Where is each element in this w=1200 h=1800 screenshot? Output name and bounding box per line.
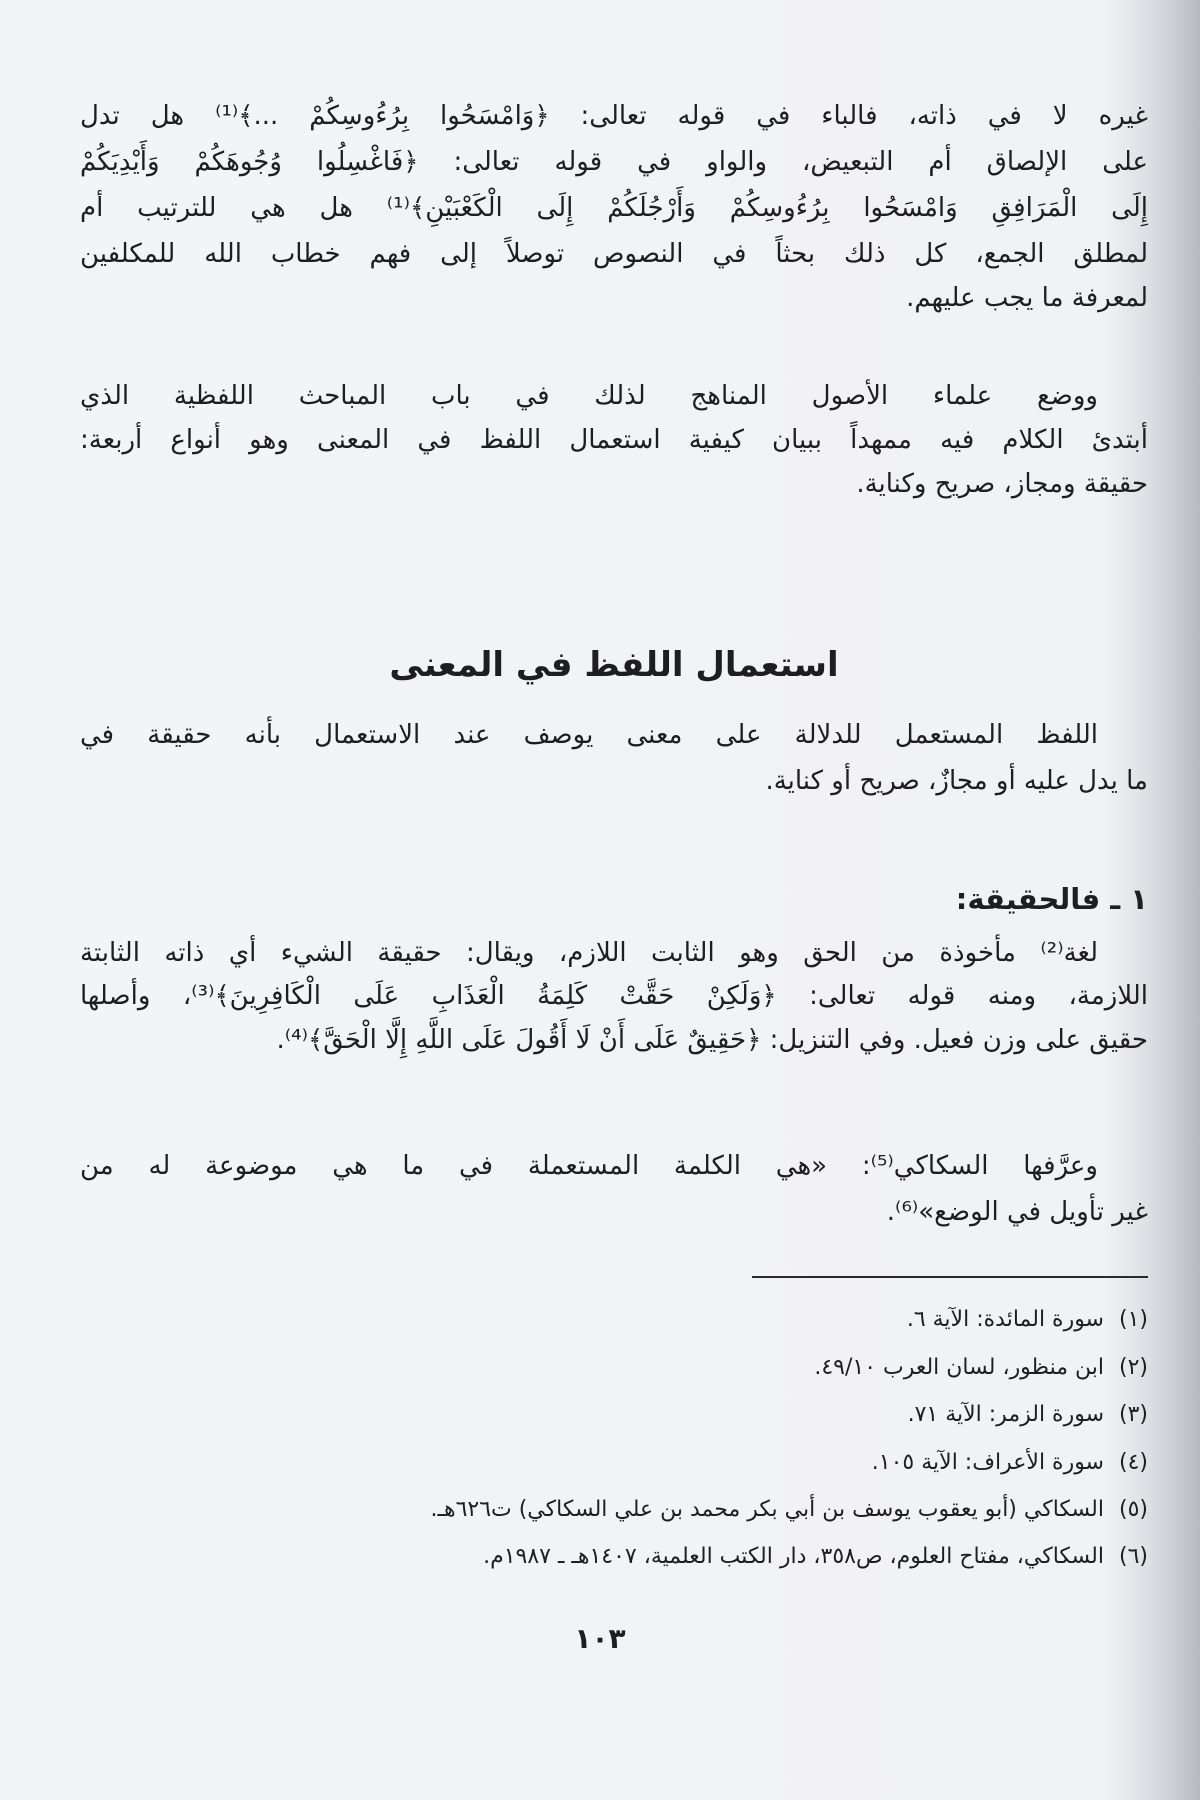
page-number: ١٠٣ (574, 1622, 626, 1655)
text-line: اللفظ المستعمل للدلالة على معنى يوصف عند الاستعمال بأنه حقيقة في (80, 720, 1098, 750)
footnote-divider (752, 1276, 1148, 1278)
text-line: ووضع علماء الأصول المناهج لذلك في باب المباحث اللفظية الذي (80, 381, 1098, 411)
footnote-text: ابن منظور، لسان العرب ٤٩/١٠. (814, 1355, 1104, 1380)
footnote (80, 1397, 1148, 1433)
text-line: حقيقة ومجاز، صريح وكناية. (856, 469, 1148, 499)
footnote-text: سورة الأعراف: الآية ١٠٥. (871, 1450, 1104, 1475)
text-line: غير تأويل في الوضع»⁽⁶⁾. (886, 1197, 1148, 1227)
footnote (80, 1492, 1148, 1528)
footnote (80, 1350, 1148, 1386)
text-line: على الإلصاق أم التبعيض، والواو في قوله تعالى: ﴿فَاغْسِلُوا وُجُوهَكُمْ وَأَيْدِيَكُمْ (80, 147, 1148, 177)
text-line: إِلَى الْمَرَافِقِ وَامْسَحُوا بِرُءُوسِكُمْ وَأَرْجُلَكُمْ إِلَى الْكَعْبَيْنِ﴾⁽¹⁾ هل هي للترتيب أم (80, 193, 1148, 223)
footnote-number: (٢) (1118, 1355, 1148, 1380)
footnote-number: (٦) (1118, 1544, 1148, 1569)
text-line: وعرَّفها السكاكي⁽⁵⁾: «هي الكلمة المستعملة في ما هي موضوعة له من (80, 1151, 1098, 1181)
text-line: لمطلق الجمع، كل ذلك بحثاً في النصوص توصلاً إلى فهم خطاب الله للمكلفين (80, 239, 1148, 269)
text-line: ما يدل عليه أو مجازٌ، صريح أو كناية. (765, 766, 1148, 796)
footnote-text: سورة المائدة: الآية ٦. (906, 1307, 1104, 1332)
footnote (80, 1302, 1148, 1338)
text-line: لمعرفة ما يجب عليهم. (906, 283, 1148, 313)
footnote (80, 1539, 1148, 1575)
text-line: اللازمة، ومنه قوله تعالى: ﴿وَلَكِنْ حَقَّتْ كَلِمَةُ الْعَذَابِ عَلَى الْكَافِرِينَ﴾⁽³⁾، وأصلها (80, 981, 1148, 1011)
footnote-text: السكاكي، مفتاح العلوم، ص٣٥٨، دار الكتب العلمية، ١٤٠٧هـ ـ ١٩٨٧م. (483, 1544, 1104, 1569)
subsection-heading: ١ ـ فالحقيقة: (955, 882, 1148, 916)
footnote (80, 1445, 1148, 1481)
footnote-text: السكاكي (أبو يعقوب يوسف بن أبي بكر محمد بن علي السكاكي) ت٦٢٦هـ. (430, 1497, 1104, 1522)
text-line: غيره لا في ذاته، فالباء في قوله تعالى: ﴿وَامْسَحُوا بِرُءُوسِكُمْ ...﴾⁽¹⁾ هل تدل (80, 101, 1148, 131)
text-line: أبتدئ الكلام فيه ممهداً ببيان كيفية استعمال اللفظ في المعنى وهو أنواع أربعة: (80, 425, 1148, 455)
text-line: حقيق على وزن فعيل. وفي التنزيل: ﴿حَقِيقٌ عَلَى أَنْ لَا أَقُولَ عَلَى اللَّهِ إِلَّا الْحَقَّ﴾⁽⁴⁾. (276, 1025, 1148, 1055)
footnote-number: (٤) (1118, 1450, 1148, 1475)
footnote-number: (٥) (1118, 1497, 1148, 1522)
footnote-number: (١) (1118, 1307, 1148, 1332)
footnote-number: (٣) (1118, 1402, 1148, 1427)
section-heading: استعمال اللفظ في المعنى (389, 645, 839, 685)
footnote-text: سورة الزمر: الآية ٧١. (907, 1402, 1104, 1427)
text-line: لغة⁽²⁾ مأخوذة من الحق وهو الثابت اللازم، ويقال: حقيقة الشيء أي ذاته الثابتة (80, 938, 1098, 968)
